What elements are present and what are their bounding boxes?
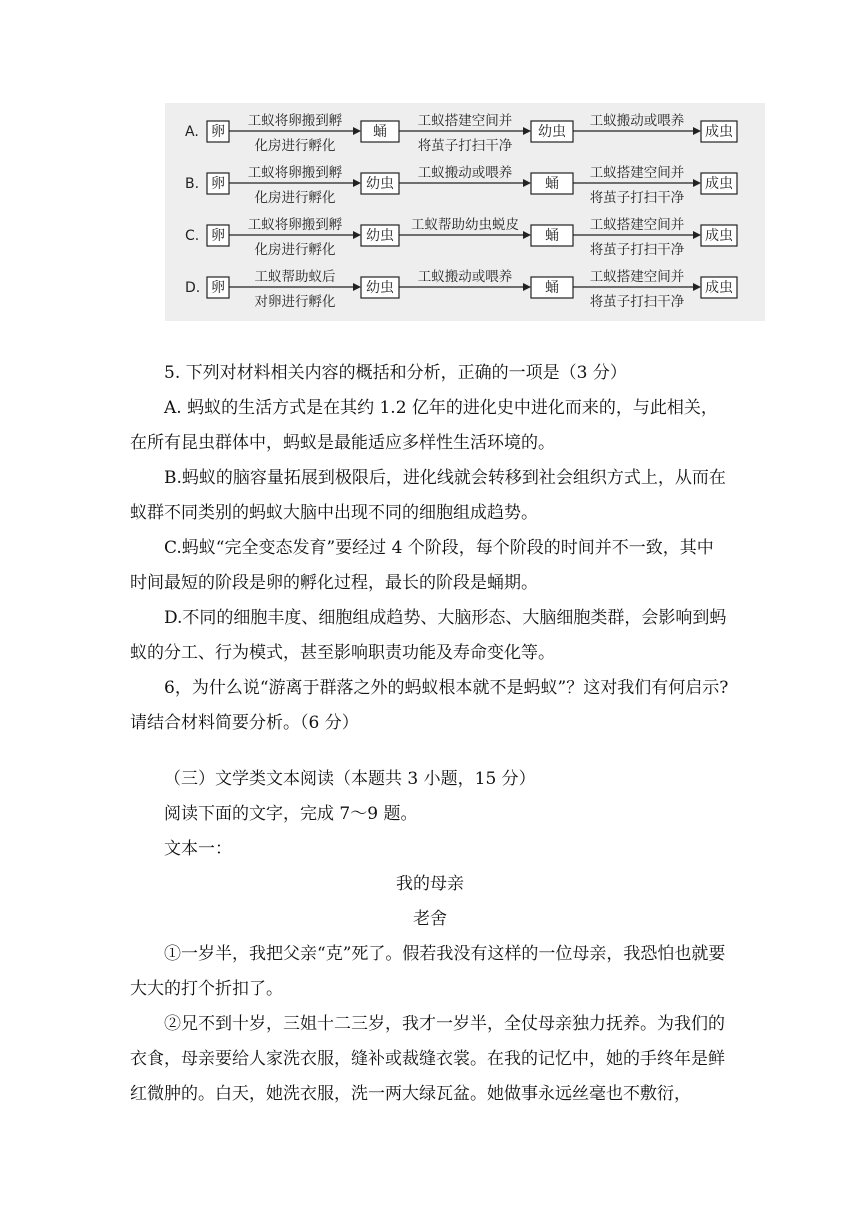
flow-arrow-label-bottom: 化房进行孵化 <box>254 138 336 154</box>
flow-arrow-label-top: 工蚁搭建空间并 <box>417 113 513 129</box>
flow-arrow-label-top: 工蚁搭建空间并 <box>589 165 685 181</box>
flow-node-label: 蛹 <box>545 176 559 192</box>
flow-arrow-label-top: 工蚁搬动或喂养 <box>589 113 685 129</box>
flow-arrow-label-top: 工蚁帮助幼虫蜕皮 <box>411 217 519 233</box>
flow-node-label: 幼虫 <box>366 176 394 192</box>
flow-arrowhead <box>693 283 701 291</box>
flow-arrow-label-top: 工蚁将卵搬到孵 <box>247 113 343 129</box>
question-5-option-b: B.蚂蚁的脑容量拓展到极限后，进化线就会转移到社会组织方式上，从而在蚁群不同类别的蚂蚁大脑中出现不同的细胞组成趋势。 <box>130 468 726 523</box>
flow-node-label: 成虫 <box>705 228 733 244</box>
flow-arrow-label-top: 工蚁搭建空间并 <box>589 269 685 285</box>
flowchart-svg <box>165 103 765 321</box>
flow-node-label: 蛹 <box>545 280 559 296</box>
flow-arrow-label-bottom: 化房进行孵化 <box>254 190 336 206</box>
flow-node-label: 卵 <box>211 228 225 244</box>
section-3 <box>130 762 730 1112</box>
question-5-option-c: C.蚂蚁“完全变态发育”要经过 4 个阶段，每个阶段的时间并不一致，其中时间最短的阶段是卵的孵化过程，最长的阶段是蛹期。 <box>130 538 714 593</box>
flow-node-label: 幼虫 <box>366 280 394 296</box>
question-5 <box>130 356 730 741</box>
flow-arrowhead <box>353 127 361 135</box>
flow-node-label: 卵 <box>211 124 225 140</box>
flow-arrow-label-top: 工蚁搬动或喂养 <box>417 269 513 285</box>
flow-arrow-label-top: 工蚁将卵搬到孵 <box>247 165 343 181</box>
flow-arrowhead <box>693 231 701 239</box>
paragraph-2: ②兄不到十岁，三姐十二三岁，我才一岁半，全仗母亲独力抚养。为我们的衣食，母亲要给人家洗衣服，缝补或裁缝衣裳。在我的记忆中，她的手终年是鲜红微肿的。白天，她洗衣服，洗一两大绿瓦盆。她做事永远丝毫也不敷衍， <box>130 1014 725 1104</box>
flow-arrowhead <box>523 179 531 187</box>
flow-arrow-label-top: 工蚁搬动或喂养 <box>417 165 513 181</box>
flow-arrow-label-bottom: 化房进行孵化 <box>254 242 336 258</box>
flow-node-label: 幼虫 <box>538 124 566 140</box>
flow-row-letter: B. <box>185 176 200 192</box>
question-5-option-d: D.不同的细胞丰度、细胞组成趋势、大脑形态、大脑细胞类群，会影响到蚂蚁的分工、行为模式，甚至影响职责功能及寿命变化等。 <box>130 608 727 663</box>
section-3-instruction: 阅读下面的文字，完成 7～9 题。 <box>164 804 418 824</box>
flow-node-label: 卵 <box>211 176 225 192</box>
flow-node-label: 蛹 <box>373 124 387 140</box>
flow-node-label: 成虫 <box>705 176 733 192</box>
flow-arrowhead <box>353 179 361 187</box>
article-author: 老舍 <box>413 909 447 929</box>
flow-arrowhead <box>353 231 361 239</box>
flow-arrow-label-bottom: 将茧子打扫干净 <box>589 242 685 258</box>
flow-arrowhead <box>353 283 361 291</box>
flow-node-label: 成虫 <box>705 124 733 140</box>
flow-arrow-label-bottom: 将茧子打扫干净 <box>417 138 513 154</box>
flow-row-letter: C. <box>185 228 200 244</box>
flow-arrow-label-bottom: 对卵进行孵化 <box>254 294 336 310</box>
flow-arrowhead <box>693 179 701 187</box>
flow-node-label: 成虫 <box>705 280 733 296</box>
flow-arrow-label-top: 工蚁将卵搬到孵 <box>247 217 343 233</box>
flow-row-letter: A. <box>185 124 199 140</box>
flow-arrowhead <box>523 231 531 239</box>
question-5-option-a: A. 蚂蚁的生活方式是在其约 1.2 亿年的进化史中进化而来的，与此相关，在所有昆虫群体中，蚂蚁是最能适应多样性生活环境的。 <box>130 398 718 453</box>
paragraph-1: ①一岁半，我把父亲“克”死了。假若我没有这样的一位母亲，我恐怕也就要大大的打个折扣了。 <box>130 944 726 999</box>
flow-arrow-label-top: 工蚁搭建空间并 <box>589 217 685 233</box>
flow-arrow-label-bottom: 将茧子打扫干净 <box>589 190 685 206</box>
flow-arrow-label-bottom: 将茧子打扫干净 <box>589 294 685 310</box>
flow-node-label: 幼虫 <box>366 228 394 244</box>
question-6: 6，为什么说“游离于群落之外的蚂蚁根本就不是蚂蚁”？这对我们有何启示?请结合材料简要分析。（6 分） <box>130 678 729 733</box>
flow-arrowhead <box>523 127 531 135</box>
flow-node-label: 卵 <box>211 280 225 296</box>
section-3-heading: （三）文学类文本阅读（本题共 3 小题，15 分） <box>164 769 536 789</box>
article-title: 我的母亲 <box>396 874 464 894</box>
flow-row-letter: D. <box>185 280 201 296</box>
flow-arrowhead <box>693 127 701 135</box>
flowchart-figure <box>165 103 765 321</box>
flow-arrowhead <box>523 283 531 291</box>
flow-node-label: 蛹 <box>545 228 559 244</box>
text-label: 文本一： <box>164 839 232 859</box>
question-5-stem: 5. 下列对材料相关内容的概括和分析，正确的一项是（3 分） <box>164 363 627 383</box>
flow-arrow-label-top: 工蚁帮助蚁后 <box>254 269 336 285</box>
